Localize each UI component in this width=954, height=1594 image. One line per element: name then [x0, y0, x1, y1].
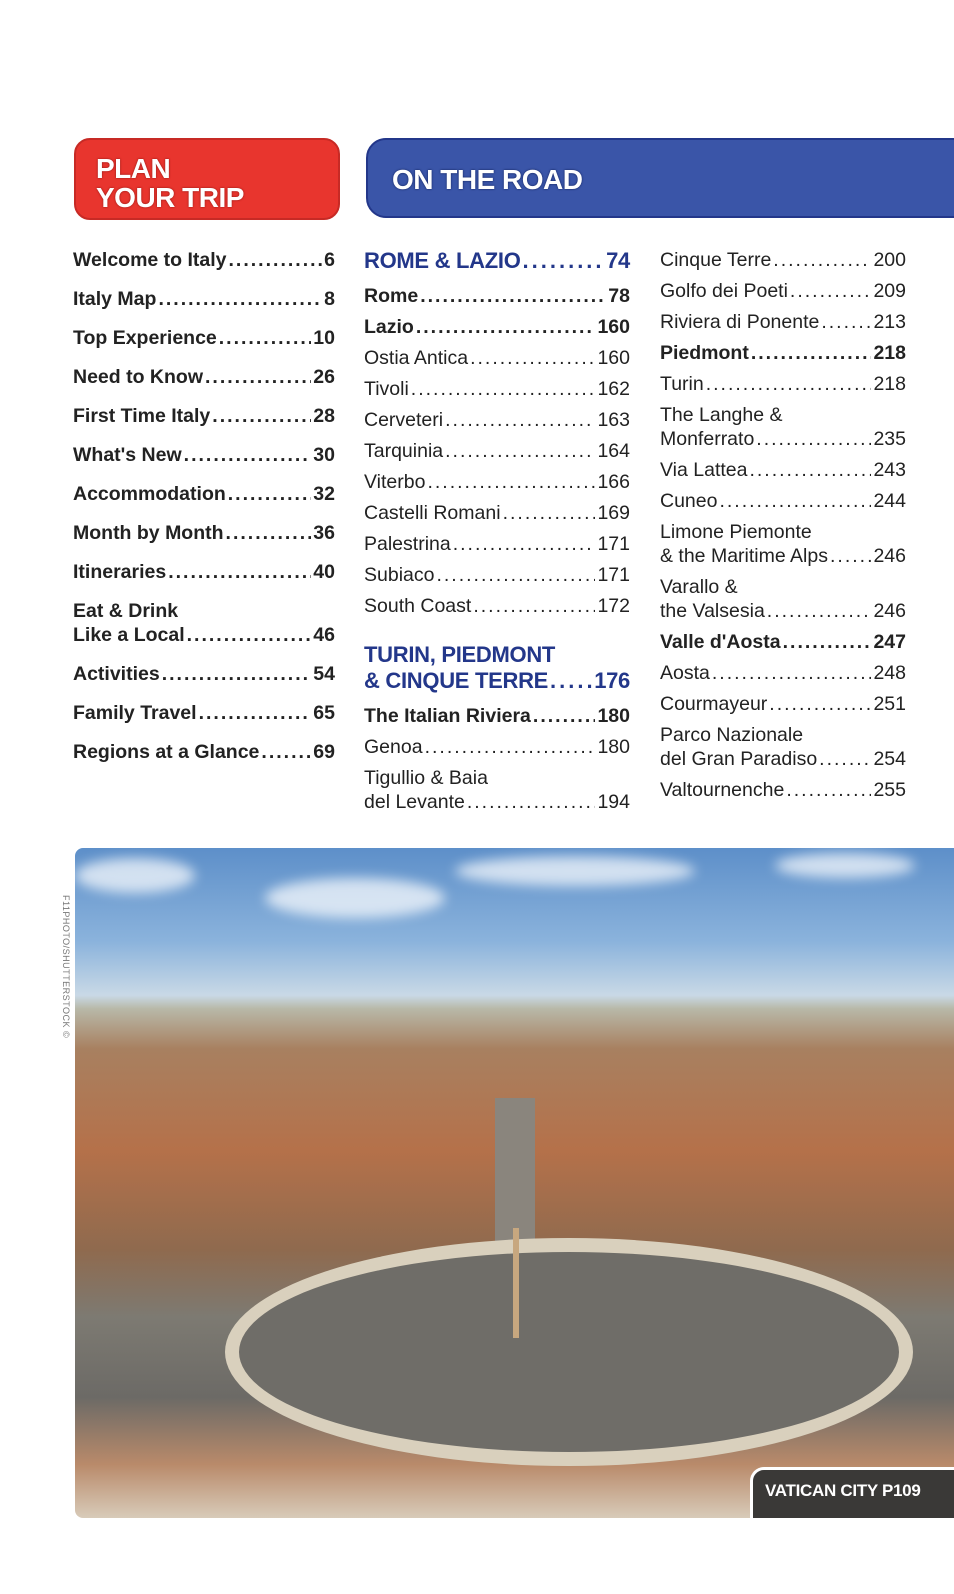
entry-page-number: 243 — [873, 459, 906, 481]
entry-label: What's New — [73, 444, 182, 466]
dot-leader — [229, 248, 323, 272]
entry-page-number: 246 — [873, 545, 906, 567]
toc-entry[interactable] — [73, 287, 335, 311]
entry-page-number: 209 — [873, 280, 906, 302]
entry-page-number: 169 — [597, 502, 630, 524]
toc-entry[interactable] — [660, 723, 906, 771]
toc-entry[interactable] — [660, 575, 906, 623]
entry-page-number: 164 — [597, 440, 630, 462]
entry-page-number: 30 — [313, 444, 335, 466]
entry-label: & CINQUE TERRE — [364, 668, 549, 693]
entry-label: Italy Map — [73, 288, 157, 310]
entry-label: Ostia Antica — [364, 347, 469, 369]
plan-your-trip-list — [73, 248, 335, 779]
entry-page-number: 200 — [873, 249, 906, 271]
dot-leader — [162, 662, 312, 686]
toc-entry[interactable] — [660, 489, 906, 513]
toc-entry[interactable] — [364, 735, 630, 759]
entry-page-number: 171 — [597, 533, 630, 555]
dot-leader — [719, 489, 871, 513]
entry-page-number: 254 — [873, 748, 906, 770]
entry-page-number: 46 — [313, 624, 335, 646]
entry-page-number: 26 — [313, 366, 335, 388]
entry-label: Castelli Romani — [364, 502, 501, 524]
entry-label: Golfo dei Poeti — [660, 280, 788, 302]
entry-label: Need to Know — [73, 366, 203, 388]
dot-leader — [786, 778, 871, 802]
toc-entry[interactable] — [660, 403, 906, 451]
entry-label: Activities — [73, 663, 160, 685]
entry-label: Aosta — [660, 662, 710, 684]
entry-page-number: 78 — [608, 285, 630, 307]
dot-leader — [749, 458, 871, 482]
plan-your-trip-banner — [74, 138, 340, 220]
entry-label-line1: TURIN, PIEDMONT — [364, 642, 556, 667]
entry-label: Family Travel — [73, 702, 197, 724]
toc-entry[interactable] — [364, 501, 630, 525]
entry-label: Palestrina — [364, 533, 451, 555]
entry-page-number: 69 — [313, 741, 335, 763]
entry-page-number: 194 — [597, 791, 630, 813]
entry-label-line1: The Langhe & — [660, 404, 783, 426]
entry-label-line1: Eat & Drink — [73, 600, 179, 622]
dot-leader — [228, 482, 312, 506]
dot-leader — [219, 326, 312, 350]
on-the-road-title: ON THE ROAD — [392, 164, 583, 195]
dot-leader — [467, 790, 596, 814]
entry-label: del Levante — [364, 791, 465, 813]
entry-label: Viterbo — [364, 471, 426, 493]
entry-label: Regions at a Glance — [73, 741, 260, 763]
entry-label: Courmayeur — [660, 693, 768, 715]
vatican-city-photo — [75, 848, 954, 1518]
entry-label: The Italian Riviera — [364, 705, 531, 727]
entry-label: Valtournenche — [660, 779, 785, 801]
entry-page-number: 171 — [597, 564, 630, 586]
toc-entry[interactable] — [73, 740, 335, 764]
dot-leader — [199, 701, 312, 725]
dot-leader — [756, 427, 871, 451]
entry-page-number: 28 — [313, 405, 335, 427]
toc-entry[interactable] — [660, 372, 906, 396]
entry-label: Rome — [364, 285, 419, 307]
entry-label: Tivoli — [364, 378, 409, 400]
entry-page-number: 8 — [324, 288, 335, 310]
dot-leader — [261, 740, 311, 764]
toc-entry[interactable] — [660, 458, 906, 482]
dot-leader — [769, 692, 871, 716]
section-heading[interactable] — [364, 248, 630, 274]
toc-entry[interactable] — [73, 662, 335, 686]
dot-leader — [712, 661, 872, 685]
toc-entry[interactable] — [660, 778, 906, 802]
on-the-road-list-1 — [364, 248, 630, 821]
entry-label: del Gran Paradiso — [660, 748, 818, 770]
toc-entry[interactable] — [660, 630, 906, 654]
toc-entry[interactable] — [73, 326, 335, 350]
toc-entry[interactable] — [660, 248, 906, 272]
entry-label-line1: Limone Piemonte — [660, 521, 812, 543]
entry-page-number: 163 — [597, 409, 630, 431]
dot-leader — [436, 563, 595, 587]
dot-leader — [751, 341, 872, 365]
entry-label: the Valsesia — [660, 600, 765, 622]
dot-leader — [226, 521, 312, 545]
entry-label: & the Maritime Alps — [660, 545, 828, 567]
entry-label: ROME & LAZIO — [364, 248, 521, 273]
toc-entry[interactable] — [660, 661, 906, 685]
toc-entry[interactable] — [73, 482, 335, 506]
obelisk — [513, 1228, 519, 1338]
dot-leader — [445, 439, 595, 463]
dot-leader — [830, 544, 871, 568]
entry-page-number: 247 — [873, 631, 906, 653]
entry-page-number: 166 — [597, 471, 630, 493]
dot-leader — [783, 630, 872, 654]
photo-caption-text: VATICAN CITY P109 — [765, 1481, 921, 1500]
dot-leader — [473, 594, 595, 618]
entry-page-number: 176 — [594, 668, 630, 693]
entry-page-number: 32 — [313, 483, 335, 505]
entry-page-number: 40 — [313, 561, 335, 583]
toc-entry[interactable] — [73, 443, 335, 467]
dot-leader — [821, 310, 871, 334]
toc-entry[interactable] — [73, 521, 335, 545]
entry-label: Via Lattea — [660, 459, 748, 481]
entry-label: Tarquinia — [364, 440, 444, 462]
toc-entry[interactable] — [364, 594, 630, 618]
entry-page-number: 180 — [597, 705, 630, 727]
entry-page-number: 246 — [873, 600, 906, 622]
plan-banner-line1: PLAN — [96, 153, 171, 184]
entry-label: Subiaco — [364, 564, 435, 586]
dot-leader — [453, 532, 596, 556]
entry-label: Cerveteri — [364, 409, 444, 431]
dot-leader — [212, 404, 311, 428]
entry-page-number: 180 — [597, 736, 630, 758]
toc-entry[interactable] — [73, 404, 335, 428]
dot-leader — [184, 443, 312, 467]
toc-entry[interactable] — [73, 701, 335, 725]
entry-label: Itineraries — [73, 561, 167, 583]
on-the-road-banner — [366, 138, 954, 218]
entry-page-number: 244 — [873, 490, 906, 512]
toc-entry[interactable] — [364, 470, 630, 494]
dot-leader — [767, 599, 872, 623]
toc-entry[interactable] — [364, 532, 630, 556]
dot-leader — [550, 668, 592, 694]
on-the-road-list-2 — [660, 248, 906, 809]
entry-page-number: 251 — [873, 693, 906, 715]
entry-page-number: 54 — [313, 663, 335, 685]
entry-page-number: 6 — [324, 249, 335, 271]
via-della-conciliazione — [495, 1098, 535, 1248]
dot-leader — [427, 470, 595, 494]
entry-label: Accommodation — [73, 483, 226, 505]
entry-page-number: 10 — [313, 327, 335, 349]
entry-label: Cinque Terre — [660, 249, 772, 271]
photo-credit: F11PHOTO/SHUTTERSTOCK © — [61, 895, 71, 1039]
dot-leader — [470, 346, 595, 370]
entry-label: Turin — [660, 373, 704, 395]
entry-label: Top Experience — [73, 327, 217, 349]
toc-entry[interactable] — [364, 346, 630, 370]
dot-leader — [445, 408, 595, 432]
entry-label-line1: Parco Nazionale — [660, 724, 804, 746]
dot-leader — [533, 704, 596, 728]
dot-leader — [790, 279, 872, 303]
entry-label: Piedmont — [660, 342, 749, 364]
dot-leader — [706, 372, 872, 396]
entry-label-line1: Varallo & — [660, 576, 738, 598]
toc-entry[interactable] — [73, 560, 335, 584]
entry-label: Like a Local — [73, 624, 185, 646]
entry-label: First Time Italy — [73, 405, 211, 427]
dot-leader — [503, 501, 596, 525]
section-heading[interactable] — [364, 642, 630, 694]
entry-label: Welcome to Italy — [73, 249, 227, 271]
entry-label: Monferrato — [660, 428, 755, 450]
dot-leader — [205, 365, 311, 389]
entry-label: Lazio — [364, 316, 414, 338]
st-peters-square — [225, 1238, 913, 1466]
entry-label: Cuneo — [660, 490, 718, 512]
entry-page-number: 255 — [873, 779, 906, 801]
entry-page-number: 36 — [313, 522, 335, 544]
dot-leader — [773, 248, 871, 272]
entry-label: South Coast — [364, 595, 472, 617]
entry-page-number: 65 — [313, 702, 335, 724]
toc-entry[interactable] — [364, 766, 630, 814]
toc-entry[interactable] — [660, 279, 906, 303]
dot-leader — [158, 287, 322, 311]
toc-entry[interactable] — [660, 310, 906, 334]
entry-page-number: 248 — [873, 662, 906, 684]
toc-entry[interactable] — [660, 692, 906, 716]
entry-page-number: 160 — [597, 347, 630, 369]
entry-page-number: 235 — [873, 428, 906, 450]
dot-leader — [420, 284, 606, 308]
entry-page-number: 218 — [873, 342, 906, 364]
toc-entry[interactable] — [364, 704, 630, 728]
toc-entry[interactable] — [364, 563, 630, 587]
dot-leader — [819, 747, 871, 771]
dot-leader — [187, 623, 312, 647]
photo-caption — [750, 1467, 954, 1518]
entry-page-number: 162 — [597, 378, 630, 400]
entry-page-number: 160 — [597, 316, 630, 338]
toc-entry[interactable] — [73, 248, 335, 272]
dot-leader — [425, 735, 596, 759]
toc-entry[interactable] — [364, 315, 630, 339]
toc-entry[interactable] — [73, 599, 335, 647]
toc-entry[interactable] — [660, 520, 906, 568]
toc-entry[interactable] — [73, 365, 335, 389]
toc-entry[interactable] — [364, 377, 630, 401]
entry-label: Genoa — [364, 736, 423, 758]
dot-leader — [168, 560, 311, 584]
entry-label: Riviera di Ponente — [660, 311, 820, 333]
toc-entry[interactable] — [660, 341, 906, 365]
entry-label: Valle d'Aosta — [660, 631, 781, 653]
entry-label-line1: Tigullio & Baia — [364, 767, 488, 789]
toc-entry[interactable] — [364, 439, 630, 463]
dot-leader — [523, 248, 605, 274]
toc-entry[interactable] — [364, 284, 630, 308]
entry-page-number: 74 — [606, 248, 630, 273]
entry-label: Month by Month — [73, 522, 224, 544]
entry-page-number: 218 — [873, 373, 906, 395]
entry-page-number: 213 — [873, 311, 906, 333]
toc-entry[interactable] — [364, 408, 630, 432]
dot-leader — [416, 315, 596, 339]
dot-leader — [411, 377, 596, 401]
entry-page-number: 172 — [597, 595, 630, 617]
plan-banner-line2: YOUR TRIP — [96, 182, 244, 213]
